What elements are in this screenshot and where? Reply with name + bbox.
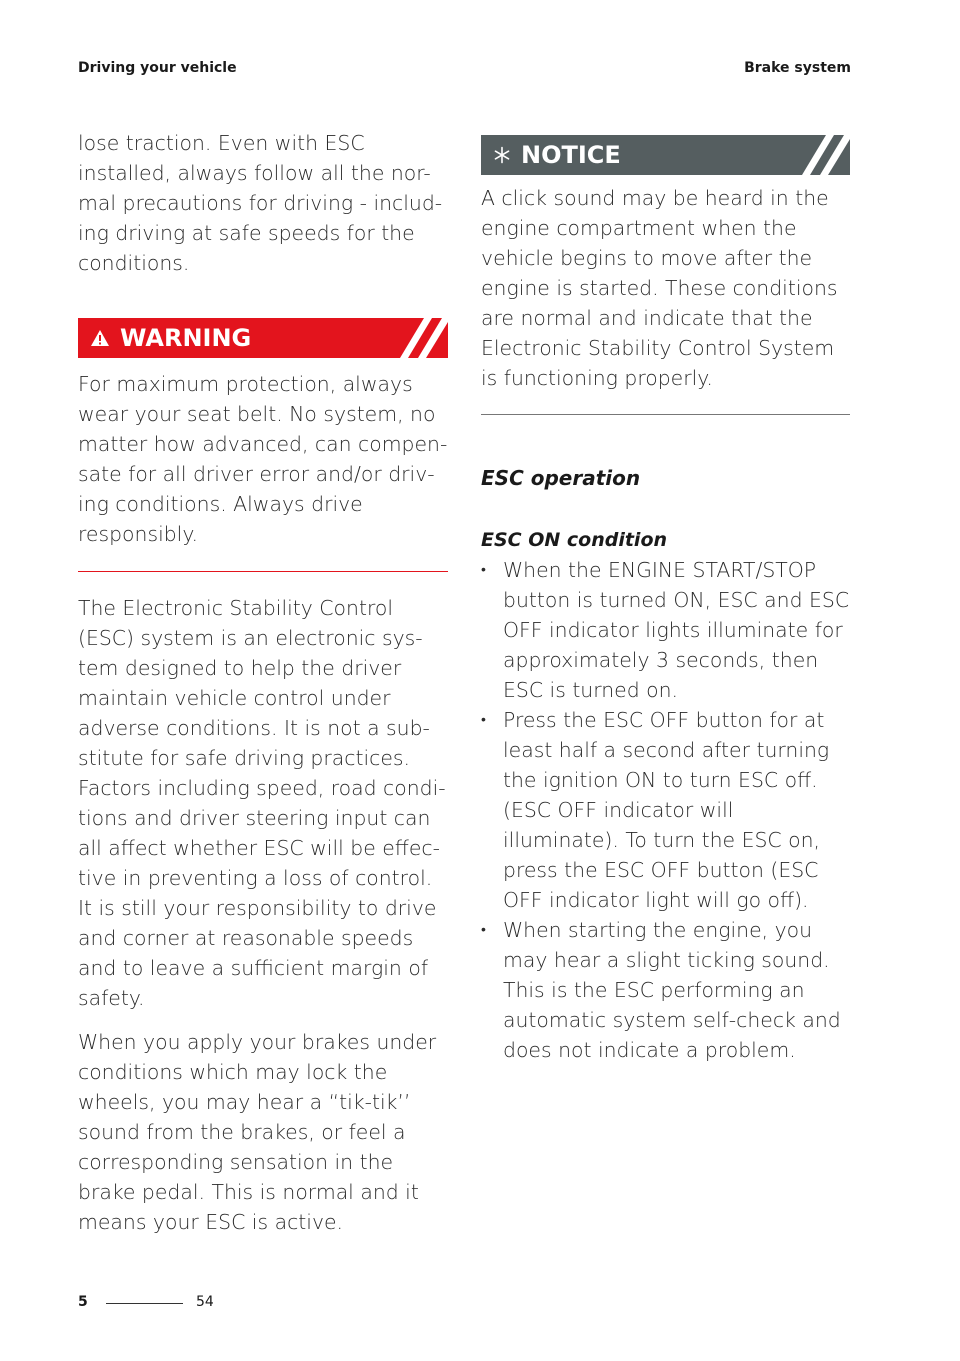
diagonal-stripes-decoration [790,135,850,175]
running-header-left: Driving your vehicle [78,60,237,76]
warning-title: WARNING [120,324,252,352]
warning-text: For maximum protection, always wear your seat belt. No system, no matter how advanced, can compen-sate for all driver error and/or driv-ing conditions. Always drive responsibly. [78,372,448,546]
notice-text: A click sound may be heard in the engine compartment when the vehicle begins to move after the engine is started. These conditions are normal and indicate that the Electronic Stability Control System is functioning properly. [481,186,838,390]
list-item: • When starting the engine, you may hear a slight ticking sound. This is the ESC performing an automatic system self-check and does not indicate a problem. [481,915,850,1065]
intro-paragraph: lose traction. Even with ESC installed, always follow all the nor-mal precautions for driving - includ-ing driving at safe speeds for the conditions. [78,131,443,275]
section-heading: ESC operation [481,466,641,490]
left-column [78,128,448,1237]
warning-divider [78,571,448,572]
notice-banner [481,135,850,175]
right-column [481,128,850,1065]
running-header-right: Brake system [744,60,851,76]
warning-banner [78,318,448,358]
list-item: • When the ENGINE START/STOP button is turned ON, ESC and ESC OFF indicator lights illuminate for approximately 3 seconds, then ESC is turned on. [481,555,850,705]
esc-on-bullet-list [481,555,850,1065]
list-item: • Press the ESC OFF button for at least half a second after turning the ignition ON to turn ESC off. (ESC OFF indicator will illuminate). To turn the ESC on, press the ESC OFF button (ESC OFF indicator light will go off). [481,705,850,915]
section-number: 5 [78,1294,88,1310]
brake-sound-paragraph: When you apply your brakes under conditions which may lock the wheels, you may hear a “tik-tik’’ sound from the brakes, or feel a corresponding sensation in the brake pedal. This is normal and it means your ESC is active. [78,1030,437,1234]
asterisk-icon [493,146,511,164]
subsection-heading: ESC ON condition [481,529,668,551]
esc-description-paragraph: The Electronic Stability Control (ESC) system is an electronic sys-tem designed to help the driver maintain vehicle control under adverse conditions. It is not a sub-stitute for safe driving practices. Factors including speed, road condi-tions and driver steering input can all affect whether ESC will be effec-tive in preventing a loss of control. It is still your responsibility to drive and corner at reasonable speeds and to leave a sufficient margin of safety. [78,596,446,1010]
diagonal-stripes-decoration [388,318,448,358]
notice-divider [481,414,850,415]
page-number: 54 [196,1294,214,1310]
warning-triangle-icon [90,329,110,347]
footer-rule [106,1303,183,1304]
notice-title: NOTICE [521,141,621,169]
